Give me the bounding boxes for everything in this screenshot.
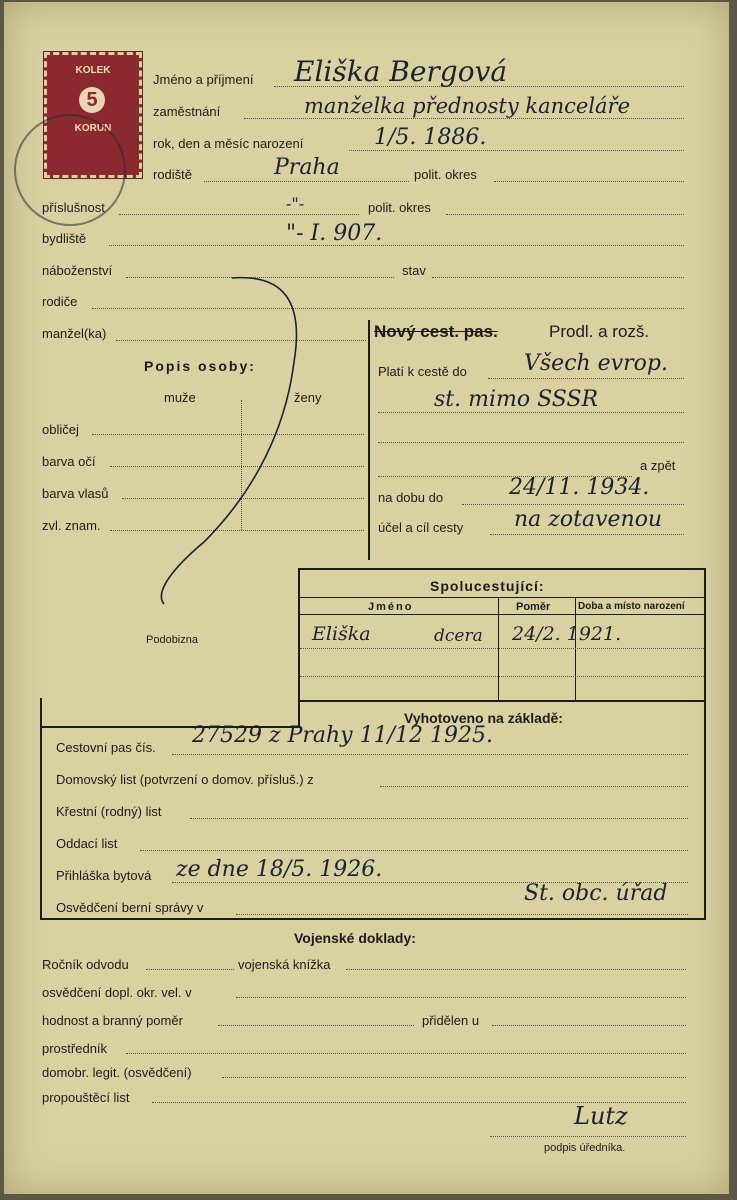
name-label: Jméno a příjmení <box>153 72 254 87</box>
military-book-line <box>346 969 686 970</box>
military-title: Vojenské doklady: <box>294 930 416 946</box>
religion-label: náboženství <box>42 263 113 278</box>
birth-value: 1/5. 1886. <box>374 125 487 150</box>
rank-line <box>218 1025 414 1026</box>
description-title: Popis osoby: <box>144 358 256 374</box>
name-value: Eliška Bergová <box>294 55 508 88</box>
companions-header-bottom <box>300 614 704 615</box>
stamp-value: 5 <box>79 87 105 113</box>
rank-label: hodnost a branný poměr <box>42 1013 183 1028</box>
status-label: stav <box>402 263 426 278</box>
assigned-label: přidělen u <box>422 1013 480 1028</box>
citizenship-label: příslušnost <box>42 200 105 215</box>
cert-line <box>236 997 686 998</box>
companion-relation-value: dcera <box>434 626 483 646</box>
companion-name-value: Eliška <box>312 623 371 645</box>
spouse-label: manžel(ka) <box>42 326 107 341</box>
period-line <box>462 504 684 505</box>
companions-col-relation: Poměr <box>516 601 551 613</box>
signature-line <box>490 1136 686 1137</box>
occupation-label: zaměstnání <box>153 104 221 119</box>
birth-label: rok, den a měsíc narození <box>153 136 304 151</box>
passport-number-label: Cestovní pas čís. <box>56 740 156 755</box>
marriage-line <box>140 850 688 851</box>
photo-label: Podobizna <box>146 634 198 646</box>
valid-line-3 <box>378 442 684 443</box>
purpose-line <box>490 534 684 535</box>
period-label: na dobu do <box>378 490 444 505</box>
face-label: obličej <box>42 422 79 437</box>
purpose-value: na zotavenou <box>514 507 663 532</box>
intermediary-label: prostředník <box>42 1041 108 1056</box>
companions-header-top <box>300 597 704 598</box>
valid-label: Platí k cestě do <box>378 364 467 379</box>
companions-div-1 <box>498 598 499 700</box>
cert-label: osvědčení dopl. okr. vel. v <box>42 985 192 1000</box>
stamp-text-top: KOLEK <box>75 65 111 76</box>
domicile-label: Domovský list (potvrzení o domov. přísluš.) z <box>56 772 314 787</box>
period-value: 24/11. 1934. <box>509 475 650 500</box>
marriage-label: Oddací list <box>56 836 118 851</box>
baptism-line <box>190 818 688 819</box>
domicile-line <box>380 786 688 787</box>
valid-line-2 <box>378 412 684 413</box>
legion-label: domobr. legit. (osvědčení) <box>42 1065 192 1080</box>
col-male: muže <box>164 390 196 405</box>
extension-heading: Prodl. a rozš. <box>549 322 650 341</box>
tax-line <box>236 914 688 915</box>
draft-year-line <box>146 969 234 970</box>
companions-title: Spolucestující: <box>430 578 545 594</box>
col-female: ženy <box>294 390 322 405</box>
residence-value: "- I. 907. <box>286 221 383 246</box>
issued-notch <box>298 698 300 726</box>
passport-number-value: 27529 z Prahy 11/12 1925. <box>192 723 493 748</box>
birthplace-label: rodiště <box>153 167 193 182</box>
marks-label: zvl. znam. <box>42 518 101 533</box>
citizenship-value: -"- <box>286 194 305 213</box>
tax-value: St. obc. úřad <box>524 881 668 906</box>
valid-value-2: st. mimo SSSR <box>434 387 599 412</box>
draft-year-label: Ročník odvodu <box>42 957 129 972</box>
legion-line <box>222 1077 686 1078</box>
eyes-label: barva očí <box>42 454 96 469</box>
companions-row-line-2 <box>300 676 704 677</box>
companions-col-birth: Doba a místo narození <box>578 601 685 612</box>
tax-label: Osvědčení berní správy v <box>56 900 204 915</box>
purpose-label: účel a cíl cesty <box>378 520 464 535</box>
registration-label: Přihláška bytová <box>56 868 152 883</box>
new-passport-heading-struck: Nový cest. pas. <box>374 322 498 341</box>
discharge-label: propouštěcí list <box>42 1090 130 1105</box>
citizenship-district-label: polit. okres <box>368 200 431 215</box>
baptism-label: Křestní (rodný) list <box>56 804 162 819</box>
registration-value: ze dne 18/5. 1926. <box>176 857 383 882</box>
assigned-line <box>492 1025 686 1026</box>
occupation-value: manželka přednosty kanceláře <box>304 94 631 118</box>
residence-label: bydliště <box>42 231 87 246</box>
birthplace-value: Praha <box>274 155 340 180</box>
intermediary-line <box>126 1053 686 1054</box>
official-signature: Lutz <box>574 1102 628 1130</box>
companions-col-name: Jméno <box>368 601 414 613</box>
signature-label: podpis úředníka. <box>544 1142 626 1154</box>
companion-relation-value-2: 24/2. 1921. <box>512 623 622 645</box>
district-label: polit. okres <box>414 167 477 182</box>
stamp-text-bottom: KORUN <box>74 123 112 134</box>
parents-label: rodiče <box>42 294 78 309</box>
military-book-label: vojenská knížka <box>238 957 331 972</box>
passport-form-sheet <box>4 2 729 1194</box>
valid-line-1 <box>488 378 684 379</box>
companions-row-line-1 <box>300 648 704 649</box>
back-label: a zpět <box>640 458 676 473</box>
companions-div-2 <box>575 598 576 700</box>
valid-value-1: Všech evrop. <box>524 351 668 376</box>
hair-label: barva vlasů <box>42 486 109 501</box>
issued-title: Vyhotoveno na základě: <box>404 710 563 726</box>
passport-number-line <box>172 754 688 755</box>
